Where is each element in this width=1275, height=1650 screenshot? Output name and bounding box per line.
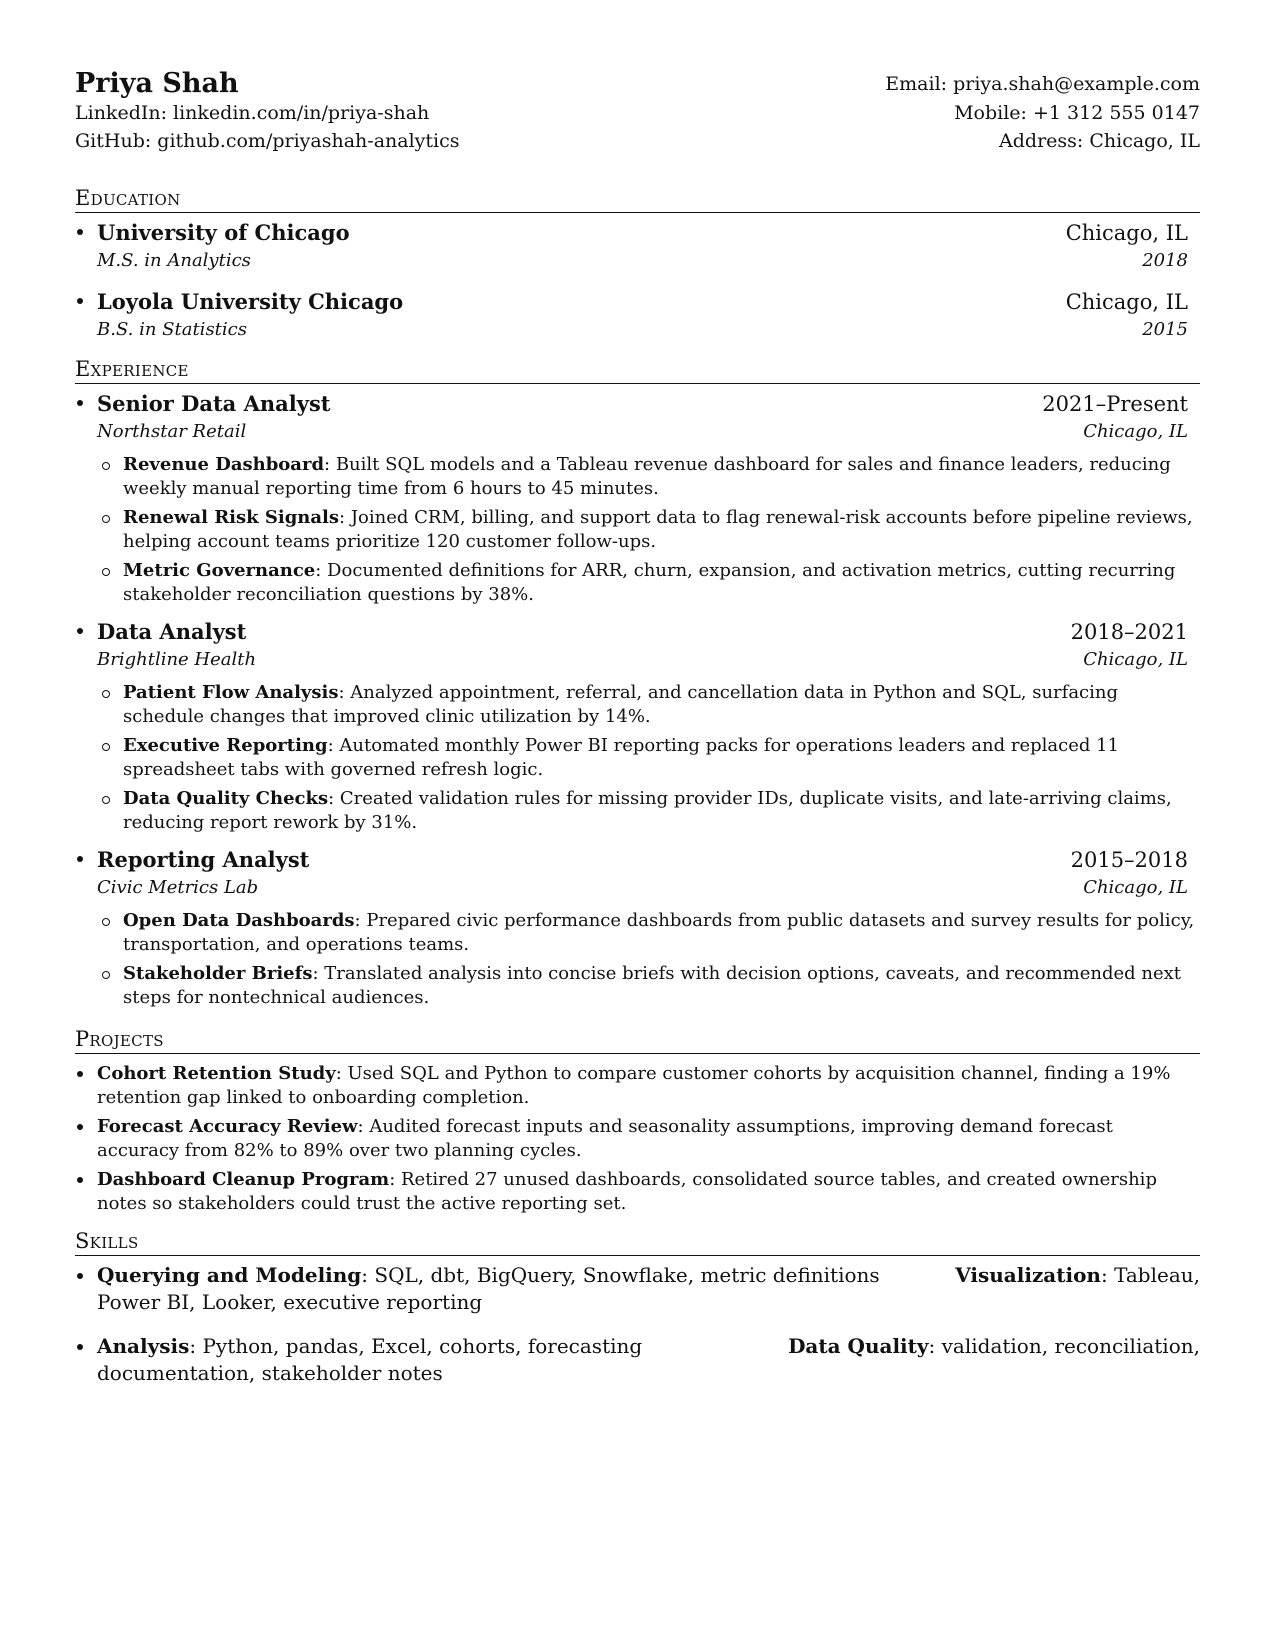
project-label: Forecast Accuracy Review (97, 1116, 358, 1137)
skill-label: Analysis (97, 1334, 190, 1358)
experience-section (75, 356, 1200, 1010)
bullet-label: Data Quality Checks (123, 788, 329, 809)
job-dates: 2018–2021 (1070, 620, 1188, 644)
job-location: Chicago, IL (1083, 877, 1188, 898)
candidate-name: Priya Shah (75, 68, 239, 99)
bullet-label: Stakeholder Briefs (123, 963, 313, 984)
school-name: Loyola University Chicago (97, 289, 404, 314)
job-entry (75, 846, 1200, 902)
bullet-icon (77, 1177, 83, 1183)
company-name: Northstar Retail (97, 421, 247, 442)
bullet-text: : Prepared civic performance dashboards from public datasets and survey results for policy, transportation, and operations teams. (123, 910, 1195, 955)
resume-header (75, 68, 1200, 155)
graduation-year: 2015 (1142, 319, 1188, 340)
bullet-label: Patient Flow Analysis (123, 682, 339, 703)
section-title-experience: Experience (75, 356, 1200, 384)
linkedin-line: LinkedIn: linkedin.com/in/priya-shah (75, 102, 430, 124)
email-line: Email: priya.shah@example.com (885, 73, 1200, 95)
education-entry (75, 219, 1200, 275)
degree: B.S. in Statistics (97, 319, 247, 340)
circle-bullet-icon (102, 515, 110, 523)
bullet-icon (77, 628, 83, 634)
circle-bullet-icon (102, 568, 110, 576)
section-title-projects: Projects (75, 1026, 1200, 1054)
skill-label: Querying and Modeling (97, 1263, 362, 1287)
skill-text-continued: Power BI, Looker, executive reporting (97, 1290, 483, 1314)
circle-bullet-icon (102, 743, 110, 751)
bullet-icon (77, 1344, 83, 1350)
job-entry (75, 618, 1200, 674)
circle-bullet-icon (102, 462, 110, 470)
address-line: Address: Chicago, IL (999, 130, 1200, 152)
bullet-text: : Created validation rules for missing provider IDs, duplicate visits, and late-arriving claims, reducing report rework by 31%. (123, 788, 1172, 833)
job-entry (75, 390, 1200, 446)
bullet-icon (77, 1273, 83, 1279)
job-role: Senior Data Analyst (97, 391, 331, 416)
bullet-text: : Analyzed appointment, referral, and cancellation data in Python and SQL, surfacing schedule changes that improved clinic utilization by 14%. (123, 682, 1119, 727)
bullet-label: Renewal Risk Signals (123, 507, 340, 528)
job-role: Reporting Analyst (97, 847, 310, 872)
circle-bullet-icon (102, 918, 110, 926)
bullet-icon (77, 229, 83, 235)
school-name: University of Chicago (97, 220, 350, 245)
project-text: : Retired 27 unused dashboards, consolidated source tables, and created ownership notes so stakeholders could trust the active reporting set. (97, 1169, 1157, 1214)
project-text: : Used SQL and Python to compare customer cohorts by acquisition channel, finding a 19% retention gap linked to onboarding completion. (97, 1063, 1171, 1108)
job-bullets (75, 909, 1200, 1010)
skill-label: Data Quality (788, 1334, 929, 1358)
job-bullet (75, 787, 1200, 835)
job-bullets (75, 681, 1200, 835)
school-location: Chicago, IL (1065, 221, 1188, 245)
job-bullets (75, 453, 1200, 607)
job-location: Chicago, IL (1083, 421, 1188, 442)
circle-bullet-icon (102, 796, 110, 804)
mobile-line: Mobile: +1 312 555 0147 (954, 102, 1200, 124)
projects-section (75, 1026, 1200, 1216)
bullet-icon (77, 298, 83, 304)
section-title-skills: Skills (75, 1228, 1200, 1256)
bullet-label: Executive Reporting (123, 735, 328, 756)
project-text: : Audited forecast inputs and seasonality assumptions, improving demand forecast accuracy from 82% to 89% over two planning cycles. (97, 1116, 1113, 1161)
bullet-text: : Translated analysis into concise briefs with decision options, caveats, and recommended next steps for nontechnical audiences. (123, 963, 1182, 1008)
project-item (75, 1062, 1200, 1110)
bullet-icon (77, 1071, 83, 1077)
project-label: Cohort Retention Study (97, 1063, 336, 1084)
bullet-icon (77, 1124, 83, 1130)
skill-row (75, 1333, 1200, 1387)
graduation-year: 2018 (1142, 250, 1188, 271)
resume-page (75, 68, 1200, 1387)
company-name: Brightline Health (97, 649, 257, 670)
skill-text: : Python, pandas, Excel, cohorts, forecasting (189, 1334, 643, 1358)
project-label: Dashboard Cleanup Program (97, 1169, 390, 1190)
job-dates: 2015–2018 (1070, 848, 1188, 872)
job-bullet (75, 962, 1200, 1010)
job-bullet (75, 559, 1200, 607)
company-name: Civic Metrics Lab (97, 877, 259, 898)
skills-section (75, 1228, 1200, 1387)
job-bullet (75, 453, 1200, 501)
skill-label: Visualization (955, 1263, 1101, 1287)
project-item (75, 1115, 1200, 1163)
job-bullet (75, 681, 1200, 729)
circle-bullet-icon (102, 690, 110, 698)
job-bullet (75, 734, 1200, 782)
bullet-icon (77, 856, 83, 862)
bullet-text: : Joined CRM, billing, and support data to flag renewal-risk accounts before pipeline reviews, helping account teams prioritize 120 customer follow-ups. (123, 507, 1193, 552)
job-dates: 2021–Present (1042, 392, 1188, 416)
job-bullet (75, 506, 1200, 554)
circle-bullet-icon (102, 971, 110, 979)
job-location: Chicago, IL (1083, 649, 1188, 670)
job-role: Data Analyst (97, 619, 247, 644)
degree: M.S. in Analytics (97, 250, 251, 271)
bullet-text: : Documented definitions for ARR, churn, expansion, and activation metrics, cutting recurring stakeholder reconciliation questions by 38%. (123, 560, 1176, 605)
bullet-label: Metric Governance (123, 560, 316, 581)
skill-text-continued: documentation, stakeholder notes (97, 1361, 443, 1385)
section-title-education: Education (75, 185, 1200, 213)
school-location: Chicago, IL (1065, 290, 1188, 314)
bullet-text: : Automated monthly Power BI reporting packs for operations leaders and replaced 11 spreadsheet tabs with governed refresh logic. (123, 735, 1120, 780)
education-section (75, 185, 1200, 344)
job-bullet (75, 909, 1200, 957)
skill-text: : Tableau, (1100, 1263, 1200, 1287)
skill-text: : SQL, dbt, BigQuery, Snowflake, metric definitions (361, 1263, 880, 1287)
bullet-label: Open Data Dashboards (123, 910, 355, 931)
bullet-text: : Built SQL models and a Tableau revenue dashboard for sales and finance leaders, reducing weekly manual reporting time from 6 hours to 45 minutes. (123, 454, 1171, 499)
bullet-label: Revenue Dashboard (123, 454, 325, 475)
github-line: GitHub: github.com/priyashah-analytics (75, 130, 460, 152)
skill-row (75, 1262, 1200, 1316)
education-entry (75, 288, 1200, 344)
skill-text: : validation, reconciliation, (928, 1334, 1200, 1358)
bullet-icon (77, 400, 83, 406)
project-item (75, 1168, 1200, 1216)
